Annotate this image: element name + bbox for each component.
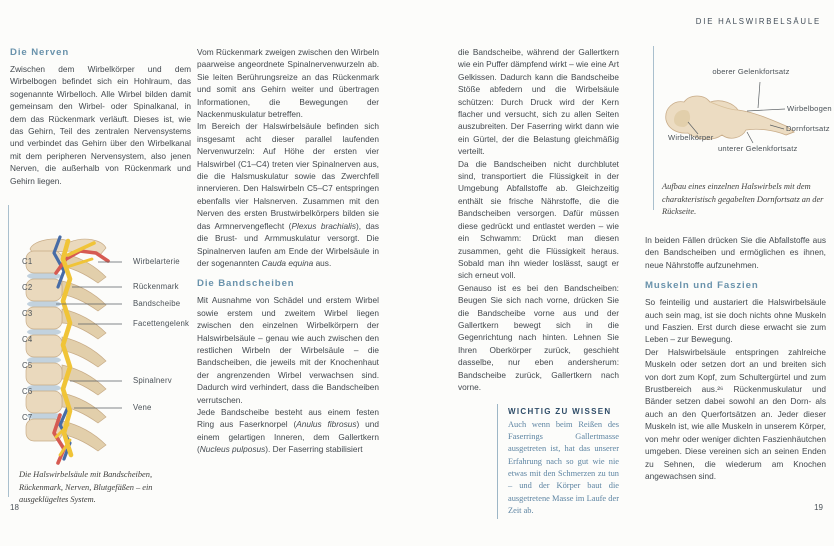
figure-caption: Aufbau eines einzelnen Halswirbels mit dem charakteristisch gegabelten Dornfortsatz an der Rückseite. [662, 182, 824, 217]
vertebra-part-label-dornfortsatz: Dornfortsatz [786, 124, 830, 133]
body-paragraph: Im Bereich der Halswirbelsäule befinden sich insgesamt acht dieser parallel laufenden Nervenwurzeln: Auf Höhe der ersten vier Halswirbel (C1–C4) treten vier Spinalnerven aus, die die Halsmuskulatur sowie das Zwerchfell innervieren. Den Halswirbeln C5–C7 entspringen ebenfalls vier Halsnerven. Zusammen mit den Nerven des ersten Brustwirbelkörpers bilden sie das Armnervengeflecht (Plexus brachialis), das die Brust- und Armmuskulatur versorgt. Die Spinalnerven laufen am Ende der Wirbelsäule in der sogenannten Cauda equina aus. [197, 121, 379, 268]
body-paragraph: Mit Ausnahme von Schädel und erstem Wirbel sowie erstem und zweitem Wirbel liegen zwischen den einzelnen Wirbelkörpern der Halswirbelsäule – genau wie auch zwischen den restlichen Wirbeln der Wirbelsäule – die Bandscheiben, die jeweils mit der Knochenhaut der angrenzenden Wirbel verwachsen sind. Dadurch wird verhindert, dass die Bandscheiben verrutschen. [197, 295, 379, 405]
body-paragraph: Genauso ist es bei den Bandscheiben: Beugen Sie sich nach vorne, drücken Sie die Bandscheibe vorne aus und der Gallertkern bewegt sich in die Gegenrichtung nach hinten. Lehnen Sie Ihren Oberkörper zurück, geschieht dasselbe, nur eben andersherum: Bandscheibe zurück, Gallertkern nach vorne. [458, 282, 619, 392]
vertebra-label-c6: C6 [22, 387, 33, 396]
left-page-column-1 [10, 47, 191, 187]
spine-part-label-vene: Vene [133, 403, 152, 412]
vertebra-label-c1: C1 [22, 257, 33, 266]
cervical-spine-illustration [10, 215, 190, 465]
info-box [497, 404, 619, 519]
spine-part-label-wirbelarterie: Wirbelarterie [133, 257, 180, 266]
info-box-text: Auch wenn beim Reißen des Faserrings Gallertmasse ausgetreten ist, hat das unserer Erfahrung nach so gut wie nie etwas mit den Schmerzen zu tun – und der Körper baut die ausgetretene Masse im Laufe der Zeit ab. [508, 419, 619, 515]
section-heading-bandscheiben: Die Bandscheiben [197, 278, 295, 290]
body-paragraph: In beiden Fällen drücken Sie die Abfallstoffe aus den Bandscheiben und ermöglichen es ihnen, neue Nährstoffe aufzunehmen. [645, 235, 826, 270]
body-paragraph: So feinteilig und austariert die Halswirbelsäule auch sein mag, ist sie doch nichts ohne Muskeln und Faszien. Erst durch diese erwacht sie zum Leben – zur Bewegung. [645, 297, 826, 345]
vertebra-part-label-wirbelkoerper: Wirbelkörper [668, 133, 714, 142]
figure-rule [8, 205, 9, 497]
right-page-column-2 [645, 234, 826, 482]
body-paragraph: Der Halswirbelsäule entspringen zahlreiche Muskeln oder setzen dort an und breiten sich von dort zum Kopf, zum Schultergürtel und zum Brustbereich aus.²⁶ Rückenmuskulatur und Bänder setzen dabei sowohl an den Dorn- als auch an den Querfortsätzen an. Jeder dieser Muskeln ist, wie alle Muskeln in unserem Körper, von mehr oder weniger dichten Faszienhäutchen umgeben. Diese vereinen sich an seinen Enden zu Sehnen, die wiederum am Knochen angewachsen sind. [645, 346, 826, 481]
vertebra-label-c3: C3 [22, 309, 33, 318]
section-heading-muskeln-faszien: Muskeln und Faszien [645, 280, 759, 292]
info-box-heading: WICHTIG ZU WISSEN [508, 407, 612, 417]
vertebra-label-c2: C2 [22, 283, 33, 292]
spine-part-label-facettengelenk: Facettengelenk [133, 319, 190, 328]
page-number-left: 18 [10, 503, 19, 512]
body-paragraph: Jede Bandscheibe besteht aus einem festen Ring aus Faserknorpel (Anulus fibrosus) und einem gelartigen Inneren, dem Gallertkern (Nucleus pulposus). Der Faserring stabilisiert [197, 406, 379, 455]
right-page-column-1 [458, 46, 619, 519]
page-number-right: 19 [814, 503, 823, 512]
cervical-spine-figure [10, 215, 190, 465]
vertebra-label-c7: C7 [22, 413, 33, 422]
spine-part-label-bandscheibe: Bandscheibe [133, 299, 181, 308]
spine-part-label-rueckenmark: Rückenmark [133, 282, 179, 291]
vertebra-label-c4: C4 [22, 335, 33, 344]
body-paragraph: Vom Rückenmark zweigen zwischen den Wirbeln paarweise angeordnete Spinalnervenwurzeln ab. Sie leiten Berührungsreize an das Rückenmark und somit ans Gehirn weiter und übertragen Informationen, die Bewegungen der Nackenmuskulatur betreffen. [197, 47, 379, 120]
vertebra-part-label-oberer-gelenkfortsatz: oberer Gelenkfortsatz [712, 67, 790, 76]
body-paragraph: die Bandscheibe, während der Gallertkern wie ein Puffer dämpfend wirkt – wie eine Art Gelkissen. Dadurch kann die Bandscheibe Stöße abfedern und die Wirbelsäule schützen: Durch Druck wird der Kern flacher und versucht, sich zu allen Seiten auszubreiten. Der Faserring wirkt dann wie ein Gürtel, der die Belastung gleichmäßig verteilt. [458, 47, 619, 157]
section-heading-nerven: Die Nerven [10, 47, 70, 58]
running-header: DIE HALSWIRBELSÄULE [695, 17, 821, 26]
vertebra-label-c5: C5 [22, 361, 33, 370]
vertebra-part-label-unterer-gelenkfortsatz: unterer Gelenkfortsatz [718, 144, 798, 153]
left-page-column-2 [197, 46, 379, 456]
figure-caption: Die Halswirbelsäule mit Bandscheiben, Rückenmark, Nerven, Blutgefäßen – ein ausgeklügeltes System. [19, 470, 153, 505]
vertebra-part-label-wirbelbogen: Wirbelbogen [787, 104, 832, 113]
body-paragraph: Da die Bandscheiben nicht durchblutet sind, transportiert die Flüssigkeit in der Umgebung Abfallstoffe ab. Gleichzeitig enthält sie frische Nährstoffe, die die Bandscheiben versorgen. Dafür müssen diese gedrückt und entlastet werden – wie ein Schwamm: Drückt man diesen zusammen, geht die Flüssigkeit heraus. Sobald man ihn wieder loslässt, saugt er sich erneut voll. [458, 158, 619, 281]
spine-part-label-spinalnerv: Spinalnerv [133, 376, 172, 385]
body-paragraph: Zwischen dem Wirbelkörper und dem Wirbelbogen befindet sich ein Hohlraum, das sogenannte Wirbelloch. Alle Wirbel bilden damit gemeinsam den Wirbel- oder Spinalkanal, in dem das Rückenmark verläuft. Dieses ist, wie das Gehirn, Teil des zentralen Nervensystems und verbindet das Gehirn über den Wirbelkanal mit dem peripheren Nervensystem, also jenen Nerven, die außerhalb von Rückenmark und Gehirn liegen. [10, 64, 191, 186]
